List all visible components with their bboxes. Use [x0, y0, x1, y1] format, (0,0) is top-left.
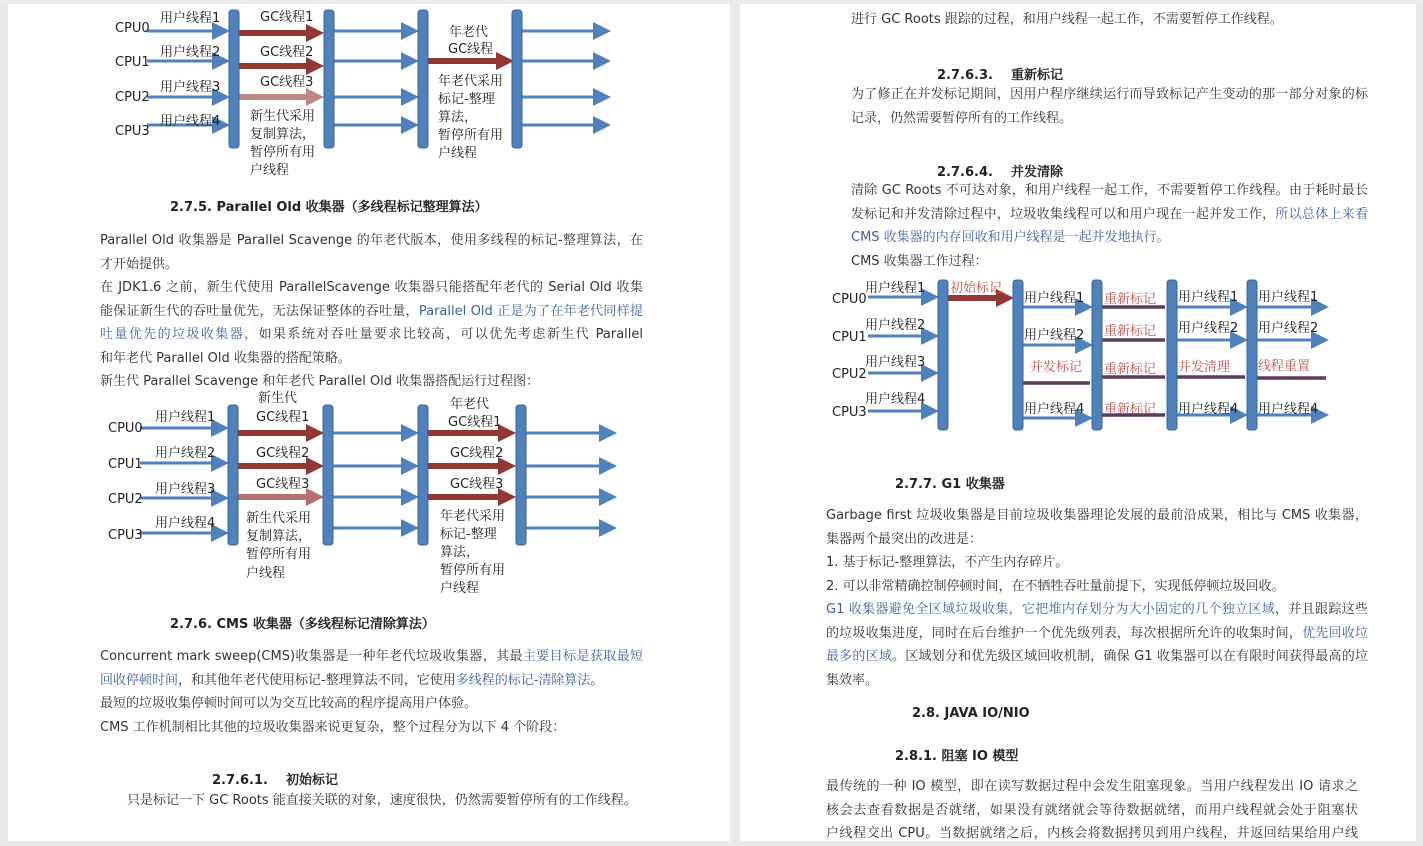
- body-text: 的垃圾收集进度，同时在后台维护一个优先级列表，每次根据所允许的收集时间，: [826, 625, 1303, 641]
- cpu-label: CPU3: [832, 405, 867, 420]
- highlighted-text: 吐量优先的垃圾收集器，: [100, 327, 259, 342]
- old-note: 算法，: [438, 110, 478, 125]
- old-note: 暂停所有用: [440, 563, 506, 578]
- paragraph-blocking-io: [826, 775, 1358, 846]
- text-line: [826, 622, 1368, 646]
- initial-mark-label: 初始标记: [950, 281, 1003, 296]
- phase-label: 用户线程4: [1024, 402, 1085, 417]
- old-note: 标记-整理: [438, 92, 495, 107]
- body-text: 。区域划分和优先级区域回收机制，确保 G1 收集器可以在有限时间获得最高的垃: [892, 649, 1368, 664]
- gc-thread-label: GC线程1: [260, 10, 314, 25]
- body-text: 最短的垃圾收集停顿时间可以为交互比较高的程序提高用户体验。: [100, 696, 478, 711]
- heading-number: 2.7.5.: [170, 200, 212, 215]
- user-thread-label: 用户线程3: [155, 482, 216, 497]
- text-line: [826, 504, 1368, 528]
- phase-label: 用户线程4: [1178, 402, 1239, 417]
- phase-label: 用户线程4: [1258, 402, 1319, 417]
- old-gc-label: GC线程: [448, 42, 494, 57]
- heading-2-8: [912, 706, 1030, 721]
- user-thread-label: 用户线程2: [160, 45, 221, 60]
- body-text: 最传统的一种 IO 模型，即在读写数据过程中会发生阻塞现象。当用户线程发出 IO 请求之: [826, 779, 1358, 794]
- body-text: 。: [590, 672, 604, 688]
- body-text: 记录，仍然需要暂停所有的工作线程。: [851, 110, 1073, 126]
- concurrent-mark-label: 并发标记: [1030, 360, 1083, 375]
- cpu-label: CPU3: [115, 124, 150, 139]
- remark-label: 重新标记: [1104, 362, 1157, 377]
- text-line: [826, 669, 1368, 693]
- phase-label: 用户线程1: [1258, 290, 1319, 305]
- highlighted-text: 多线程的标记-清除算法: [455, 672, 591, 688]
- gc-thread-label: GC线程1: [448, 415, 502, 430]
- phase-label: 用户线程2: [1178, 321, 1239, 336]
- paragraph-concurrent-sweep: [851, 179, 1368, 273]
- cpu-label: CPU3: [108, 528, 143, 543]
- heading-title: 初始标记: [285, 773, 338, 788]
- body-text: ，和其他年老代使用标记-整理算法不同，它使用: [178, 672, 456, 688]
- young-note: 户线程: [246, 566, 286, 581]
- text-line: [826, 598, 1368, 622]
- gc-thread-label: GC线程2: [450, 446, 504, 461]
- text-line: [100, 229, 643, 253]
- body-text: 发标记和并发清除过程中，垃圾收集线程可以和用户现在一起并发工作，: [851, 206, 1276, 222]
- body-text: CMS 工作机制相比其他的垃圾收集器来说更复杂，整个过程分为以下 4 个阶段：: [100, 719, 566, 735]
- heading-title: G1 收集器: [941, 477, 1005, 492]
- paragraph-parallel-old: [100, 229, 643, 394]
- user-thread-label: 用户线程1: [155, 410, 216, 425]
- body-text: Garbage first 垃圾收集器是目前垃圾收集器理论发展的最前沿成果，相比与 CMS 收集器，: [826, 508, 1368, 523]
- body-text: 集效率。: [826, 672, 879, 688]
- heading-2-7-6-1: [212, 769, 338, 788]
- body-text: Concurrent mark sweep(CMS)收集器是一种年老代垃圾收集器，其最: [100, 649, 523, 664]
- text-line: [100, 645, 643, 669]
- old-note: 算法，: [440, 545, 480, 560]
- cpu-label: CPU1: [108, 457, 143, 472]
- body-text: 新生代 Parallel Scavenge 和年老代 Parallel Old 收集器搭配运行过程图：: [100, 374, 540, 389]
- young-note: 复制算法，: [246, 529, 312, 544]
- body-text: CMS 收集器工作过程：: [851, 253, 988, 269]
- body-text: 在 JDK1.6 之前，新生代使用 ParallelScavenge 收集器只能搭配年老代的 Serial Old 收集: [100, 280, 643, 295]
- body-text: 集器两个最突出的改进是：: [826, 531, 983, 547]
- user-thread-label: 用户线程1: [160, 11, 221, 26]
- old-gc-label: 年老代: [449, 25, 489, 40]
- user-thread-label: 用户线程4: [155, 516, 216, 531]
- heading-title: 并发清除: [1010, 165, 1063, 180]
- old-note: 户线程: [440, 581, 480, 596]
- young-note: 户线程: [250, 163, 290, 178]
- gc-thread-label: GC线程2: [256, 446, 310, 461]
- cpu-label: CPU2: [115, 90, 150, 105]
- text-line: [826, 645, 1368, 669]
- body-text: 1. 基于标记-整理算法，不产生内存碎片。: [826, 555, 1069, 570]
- text-line: [851, 179, 1368, 203]
- highlighted-text: 优先回收垃: [1302, 625, 1368, 641]
- text-line: [826, 775, 1358, 799]
- heading-2-7-6: [170, 613, 435, 632]
- heading-2-7-6-4: [937, 161, 1063, 180]
- text-line: [851, 203, 1368, 227]
- young-note: 新生代采用: [246, 511, 312, 526]
- body-text: 户线程交出 CPU。当数据就绪之后，内核会将数据拷贝到用户线程，并返回结果给用户线: [826, 826, 1358, 841]
- highlighted-text: 最多的区域: [826, 649, 893, 664]
- text-line: [826, 799, 1358, 823]
- user-thread-label: 用户线程2: [865, 318, 926, 333]
- text-line: [826, 528, 1368, 552]
- viewer-top-edge: [0, 0, 1423, 4]
- young-gen-label: 新生代: [258, 391, 298, 406]
- user-thread-label: 用户线程4: [865, 392, 926, 407]
- user-thread-label: 用户线程2: [155, 446, 216, 461]
- heading-number: 2.7.6.1.: [212, 773, 268, 788]
- remark-label: 重新标记: [1104, 402, 1157, 417]
- highlighted-text: Parallel Old 正是为了在年老代同样提: [418, 303, 643, 319]
- body-text: 清除 GC Roots 不可达对象，和用户线程一起工作，不需要暂停工作线程。由于耗时最长: [851, 183, 1368, 198]
- text-line: [100, 347, 643, 371]
- text-line: [100, 692, 643, 716]
- heading-title: JAVA IO/NIO: [944, 706, 1030, 721]
- paragraph-concurrent-mark-tail: [851, 8, 1368, 32]
- heading-title: CMS 收集器（多线程标记清除算法）: [216, 617, 435, 632]
- thread-reset-label: 线程重置: [1258, 359, 1311, 374]
- gc-thread-label: GC线程3: [450, 477, 504, 492]
- body-text: 如果系统对吞吐量要求比较高，可以优先考虑新生代 Parallel: [258, 327, 643, 342]
- paragraph-remark: [851, 83, 1368, 130]
- paragraph-cms: [100, 645, 643, 739]
- cpu-label: CPU2: [108, 492, 143, 507]
- old-gen-label: 年老代: [450, 397, 490, 412]
- text-line: [851, 107, 1368, 131]
- text-line: [100, 300, 643, 324]
- heading-2-7-6-3: [937, 64, 1063, 83]
- gc-thread-label: GC线程3: [256, 477, 310, 492]
- text-line: [100, 253, 643, 277]
- old-note: 年老代采用: [438, 74, 504, 89]
- text-line: [851, 226, 1368, 250]
- text-line: [100, 669, 643, 693]
- heading-title: 阻塞 IO 模型: [941, 749, 1019, 764]
- heading-title: Parallel Old 收集器（多线程标记整理算法）: [216, 200, 488, 215]
- paragraph-g1: [826, 504, 1368, 692]
- old-note: 户线程: [438, 146, 478, 161]
- young-note: 复制算法，: [250, 127, 316, 142]
- body-text: 只是标记一下 GC Roots 能直接关联的对象，速度很快，仍然需要暂停所有的工作线程。: [127, 793, 637, 808]
- text-line: [851, 83, 1368, 107]
- young-note: 暂停所有用: [246, 547, 312, 562]
- text-line: [100, 276, 643, 300]
- heading-number: 2.8.1.: [895, 749, 937, 764]
- text-line: [100, 716, 643, 740]
- body-text: 核会去查看数据是否就绪，如果没有就绪就会等待数据就绪，而用户线程就会处于阻塞状: [826, 802, 1358, 818]
- heading-number: 2.7.6.4.: [937, 165, 993, 180]
- body-text: ，并且跟踪这些: [1275, 602, 1368, 617]
- gc-thread-label: GC线程3: [260, 75, 314, 90]
- body-text: 为了修正在并发标记期间，因用户程序继续运行而导致标记产生变动的那一部分对象的标: [851, 87, 1368, 102]
- old-note: 年老代采用: [440, 509, 506, 524]
- heading-number: 2.7.6.3.: [937, 68, 993, 83]
- gc-thread-label: GC线程2: [260, 45, 314, 60]
- paragraph-initial-mark: [127, 789, 647, 813]
- text-line: [851, 250, 1368, 274]
- concurrent-sweep-label: 并发清理: [1178, 360, 1231, 375]
- body-text: Parallel Old 收集器是 Parallel Scavenge 的年老代版本，使用多线程的标记-整理算法，在: [100, 233, 643, 248]
- heading-2-7-7: [895, 473, 1005, 492]
- heading-2-7-5: [170, 196, 488, 215]
- text-line: [826, 822, 1358, 846]
- phase-label: 用户线程2: [1024, 328, 1085, 343]
- highlighted-text: 所以总体上来看: [1275, 206, 1368, 222]
- heading-number: 2.7.7.: [895, 477, 937, 492]
- text-line: [826, 551, 1368, 575]
- cpu-label: CPU0: [108, 421, 143, 436]
- heading-number: 2.8.: [912, 706, 940, 721]
- text-line: [127, 789, 647, 813]
- heading-number: 2.7.6.: [170, 617, 212, 632]
- phase-label: 用户线程1: [1024, 291, 1085, 306]
- text-line: [100, 323, 643, 347]
- user-thread-label: 用户线程1: [865, 281, 926, 296]
- body-text: 2. 可以非常精确控制停顿时间，在不牺牲吞吐量前提下，实现低停顿垃圾回收。: [826, 578, 1285, 594]
- cpu-label: CPU1: [832, 330, 867, 345]
- heading-2-8-1: [895, 745, 1018, 764]
- highlighted-text: CMS 收集器的内存回收和用户线程是一起并发地执行。: [851, 230, 1170, 245]
- body-text: 进行 GC Roots 跟踪的过程，和用户线程一起工作，不需要暂停工作线程。: [851, 12, 1283, 27]
- phase-label: 用户线程2: [1258, 321, 1319, 336]
- user-thread-label: 用户线程3: [865, 355, 926, 370]
- cpu-label: CPU0: [832, 292, 867, 307]
- old-note: 标记-整理: [440, 527, 497, 542]
- young-note: 暂停所有用: [250, 145, 316, 160]
- highlighted-text: 主要目标是获取最短: [522, 649, 643, 664]
- remark-label: 重新标记: [1104, 324, 1157, 339]
- highlighted-text: G1 收集器避免全区域垃圾收集，它把堆内存划分为大小固定的几个独立区域: [826, 602, 1276, 617]
- phase-label: 用户线程1: [1178, 290, 1239, 305]
- body-text: 才开始提供。: [100, 256, 179, 272]
- text-line: [100, 370, 643, 394]
- text-line: [826, 575, 1368, 599]
- old-note: 暂停所有用: [438, 128, 504, 143]
- highlighted-text: 回收停顿时间: [100, 672, 179, 688]
- cpu-label: CPU1: [115, 55, 150, 70]
- body-text: 能保证新生代的吞吐量优先，无法保证整体的吞吐量，: [100, 303, 419, 319]
- user-thread-label: 用户线程4: [160, 114, 221, 129]
- cpu-label: CPU2: [832, 367, 867, 382]
- remark-label: 重新标记: [1104, 292, 1157, 307]
- text-line: [851, 8, 1368, 32]
- body-text: 和年老代 Parallel Old 收集器的搭配策略。: [100, 350, 351, 366]
- heading-title: 重新标记: [1010, 68, 1063, 83]
- cpu-label: CPU0: [115, 21, 150, 36]
- gc-thread-label: GC线程1: [256, 410, 310, 425]
- young-note: 新生代采用: [250, 109, 316, 124]
- user-thread-label: 用户线程3: [160, 80, 221, 95]
